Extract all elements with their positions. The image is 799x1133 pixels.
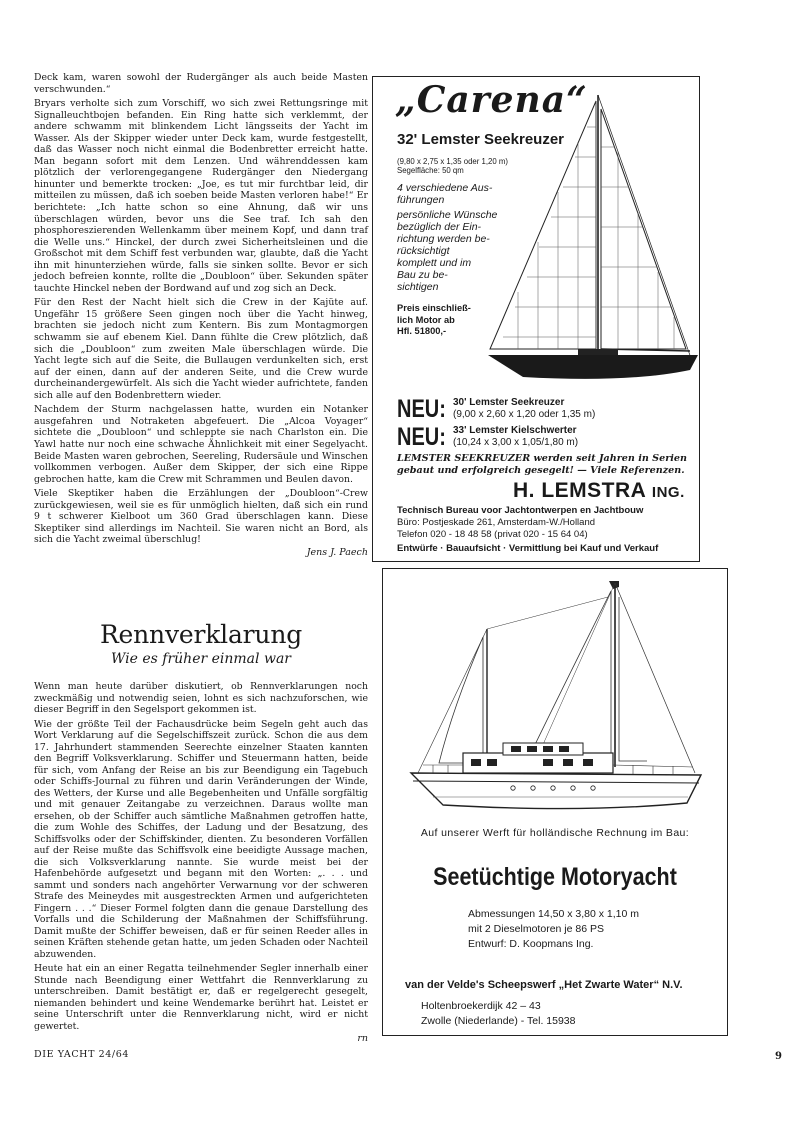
article-subtitle: Wie es früher einmal war xyxy=(111,651,291,667)
company-suffix: ING. xyxy=(651,484,685,501)
address-line: Zwolle (Niederlande) - Tel. 15938 xyxy=(421,1015,576,1027)
specs-list xyxy=(468,907,639,952)
phone-line: Telefon 020 - 18 48 58 (privat 020 - 15 64 04) xyxy=(397,529,588,540)
author-signature: Jens J. Paech xyxy=(306,546,368,558)
new-model-title: 30' Lemster Seekreuzer xyxy=(453,397,565,408)
text-line: sichtigen xyxy=(397,281,439,293)
text-line: richtung werden be- xyxy=(397,233,490,245)
article-continuation xyxy=(34,72,368,558)
spec-line: Entwurf: D. Koopmans Ing. xyxy=(468,938,594,950)
series-note xyxy=(397,453,697,477)
new-model-title: 33' Lemster Kielschwerter xyxy=(453,425,577,436)
price-text xyxy=(397,303,487,338)
carena-advertisement xyxy=(372,76,700,562)
new-model-dims: (10,24 x 3,00 x 1,05/1,80 m) xyxy=(453,437,579,448)
text-line: bezüglich der Ein- xyxy=(397,221,482,233)
address-line: Holtenbroekerdijk 42 – 43 xyxy=(421,1000,541,1012)
text-line: LEMSTER SEEKREUZER werden seit Jahren in Serien xyxy=(397,453,687,464)
dimensions-line: (9,80 x 2,75 x 1,35 oder 1,20 m) xyxy=(397,157,508,166)
shipyard-address xyxy=(421,999,575,1029)
text-line: 4 verschiedene Aus- xyxy=(397,182,493,194)
new-label: NEU: xyxy=(397,423,446,451)
motoryacht-advertisement xyxy=(382,568,728,1036)
motoryacht-illustration xyxy=(403,577,708,817)
text-line: rücksichtigt xyxy=(397,245,450,257)
viewing-text xyxy=(397,257,487,293)
new-model-2 xyxy=(453,425,578,449)
shipyard-name: van der Velde's Scheepswerf „Het Zwarte Water“ N.V. xyxy=(405,979,683,991)
text-line: Preis einschließ- xyxy=(397,303,471,313)
company-main: H. LEMSTRA xyxy=(513,479,646,502)
paragraph: Deck kam, waren sowohl der Rudergänger als auch beide Masten verschwunden.“ xyxy=(34,72,368,95)
office-info xyxy=(397,505,697,541)
brand-name: „Carena“ xyxy=(395,79,588,121)
address-line: Büro: Postjeskade 261, Amsterdam-W./Holland xyxy=(397,517,596,528)
paragraph: Bryars verholte sich zum Vorschiff, wo sich zwei Rettungsringe mit Signalleuchtbojen befanden. Ein Ring hatte sich verklemmt, der andere schwamm mit blinkendem Licht längsseits der Yacht im Wasser. Als der Skipper wieder unter Deck kam, wurde festgestellt, daß das Wasser noch nicht einmal die Bodenbretter erreicht hatte. Man begann sofort mit dem Lenzen. Und währenddessen kam plötzlich der verlorengegangene Rudergänger den Niedergang hinunter und bemerkte trocken: „Joe, es tut mir furchtbar leid, dir mitteilen zu müssen, daß ich soeben beide Masten verloren habe!“ Er berichtete: „Ich hatte schon so eine Ahnung, daß wir uns überschlagen würden, bevor uns die See traf. Ich sah den phosphoreszierenden Wellenkamm über meinem Kopf, und dann traf die Welle uns.“ Hinckel, der durch zwei Sicherheitsleinen und die Großschot mit dem Schiff fest verbunden war, glaubte, daß die Yacht ihn mit hinunterziehen würde, falls sie sinken sollte. Bevor er sich jedoch befreien konnte, rollte die „Doubloon“ über. Sekunden später tauchte Hinckel neben der Bordwand auf und zog sich an Deck. xyxy=(34,98,368,294)
bureau-line: Technisch Bureau voor Jachtontwerpen en Jachtbouw xyxy=(397,505,644,516)
ad-subtitle: 32' Lemster Seekreuzer xyxy=(397,131,564,148)
text-line: komplett und im xyxy=(397,257,472,269)
new-label: NEU: xyxy=(397,395,446,423)
new-model-1 xyxy=(453,397,595,421)
new-model-dims: (9,00 x 2,60 x 1,20 oder 1,35 m) xyxy=(453,409,596,420)
spec-line: Abmessungen 14,50 x 3,80 x 1,10 m xyxy=(468,908,640,920)
text-line: Hfl. 51800,- xyxy=(397,326,447,336)
author-signature: rn xyxy=(357,1033,368,1044)
text-line: persönliche Wünsche xyxy=(397,209,498,221)
text-line: Bau zu be- xyxy=(397,269,448,281)
text-line: lich Motor ab xyxy=(397,314,455,325)
article-title: Rennverklarung xyxy=(99,620,303,649)
text-line: führungen xyxy=(397,194,445,206)
dimensions-text xyxy=(397,157,567,175)
paragraph: Für den Rest der Nacht hielt sich die Crew in der Kajüte auf. Ungefähr 15 größere Seen gingen noch über die Yacht hinweg, brachten sie jedoch nicht zum Kentern. Bis zum Montagmorgen schwamm sie auf ebenem Kiel. Dann fühlte die Crew plötzlich, daß sich die „Doubloon“ zum zweiten Male überschlagen würde. Die Yacht legte sich auf die Seite, die Bullaugen verdunkelten sich, erst auf der einen, dann auf der anderen Seite, und die Crew wurde durcheinandergewürfelt. Als sich die Yacht wieder aufrichtete, fanden sich alle auf den Bodenbrettern wieder. xyxy=(34,297,368,401)
page-number: 9 xyxy=(775,1051,782,1062)
paragraph: Nachdem der Sturm nachgelassen hatte, wurden ein Notanker ausgefahren und Notraketen abgefeuert. Die „Alcoa Voyager“ sichtete die „Doubloon“ und schleppte sie nach Charlston ein. Die Yawl hatte nur noch eine schwache Ähnlichkeit mit einer Segelyacht. Beide Masten waren gebrochen, Seereling, Rudersäule und Winschen vollkommen verbogen. Außer dem Skipper, der sich eine Rippe gebrochen hatte, kam die Crew mit Schrammen und Beulen davon. xyxy=(34,404,368,485)
magazine-footer: DIE YACHT 24/64 xyxy=(34,1049,130,1060)
ad-title: Seetüchtige Motoryacht xyxy=(433,863,677,891)
sail-area-line: Segelfläche: 50 qm xyxy=(397,166,464,175)
wishes-text xyxy=(397,209,517,257)
paragraph: Wenn man heute darüber diskutiert, ob Rennverklarungen noch zweckmäßig und notwendig seien, lohnt es sich nachzuforschen, wie dieser Begriff in den Segelsport gekommen ist. xyxy=(34,681,368,715)
text-line: gebaut und erfolgreich gesegelt! — Viele Referenzen. xyxy=(397,465,685,476)
company-name xyxy=(513,479,685,503)
paragraph: Heute hat ein an einer Regatta teilnehmender Segler innerhalb einer Stunde nach Beendigung einer Wettfahrt die Rennverklarung zu unterschreiben. Damit bestätigt er, daß er regelgerecht gesegelt, niemanden behindert und keine Wendemarke berührt hat. Leistet er seine Unterschrift unter die Rennverklarung nicht, wird er nicht gewertet. xyxy=(34,963,368,1032)
services-line: Entwürfe · Bauaufsicht · Vermittlung bei Kauf und Verkauf xyxy=(397,543,659,554)
versions-text xyxy=(397,182,517,206)
build-note: Auf unserer Werft für holländische Rechnung im Bau: xyxy=(420,827,690,839)
spec-line: mit 2 Dieselmotoren je 86 PS xyxy=(468,923,604,935)
paragraph: Viele Skeptiker haben die Erzählungen der „Doubloon“-Crew zurückgewiesen, weil sie es für unmöglich hielten, daß sich ein rund 9 t schwerer Kielboot um 360 Grad überschlagen kann. Diese Skeptiker sind allerdings im Nachteil. Sie waren nicht an Bord, als sich die Yacht zweimal überschlug! xyxy=(34,488,368,546)
article-rennverklarung xyxy=(34,620,368,1044)
paragraph: Wie der größte Teil der Fachausdrücke beim Segeln geht auch das Wort Verklarung auf die Segelschiffszeit zurück. Schon die aus dem 17. Jahrhundert stammenden Seerechte einzelner Staaten kannten den Begriff Volksverklarung. Schiffer und Steuermann hatten, beide für sich, vom Anfang der Reise an bis zur Beendigung ein Tagebuch oder Schiffs-Journal zu führen und darin Veränderungen der Winde, des Wetters, der Kurse und alle Begebenheiten und Unfälle sorgfältig und mit genauer Zeitangabe zu verzeichnen. Daraus wollte man ersehen, ob der Schiffer auch sämtliche Maßnahmen getroffen hatte, die zum Wohle des Schiffes, der Ladung und der Besatzung, des Schiffsvolks oder der Schiffskinder, dienten. Zu besonderen Vorfällen auf der Reise mußte das Schiffsvolk eine beeidigte Aussage machen, die sich Volksverklarung nannte. Sie wurde meist bei der Hafenbehörde aufgesetzt und begann mit den Worten: „. . . und sammt und sonders nach angehörter Verwarnung vor der schweren Strafe des Meineydes mit ausgestreckten Armen und aufgerichteten Fingern . . .“ Dieser Formel folgten dann die genaue Darstellung des Vorfalls und die Schilderung der Maßnahmen der Schiffsführung. Damit mußte der Schiffer beweisen, daß er für seinen Reeder alles in seinen Kräften stehende getan hatte, um jeden Schaden oder Nachteil abzuwenden. xyxy=(34,718,368,960)
